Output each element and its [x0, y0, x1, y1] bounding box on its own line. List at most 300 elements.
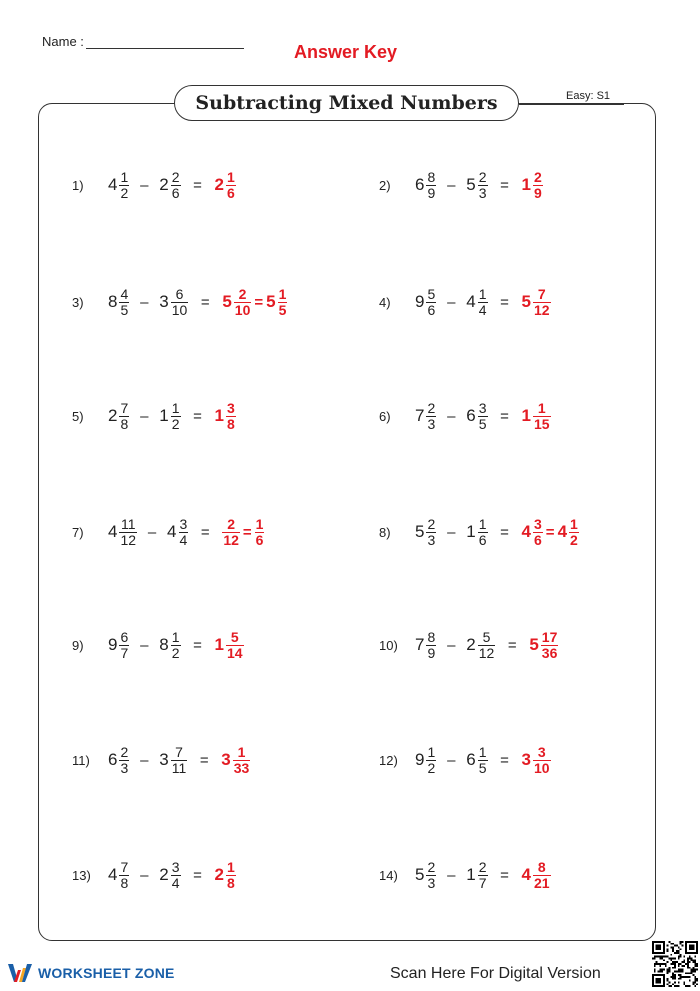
subtrahend	[159, 745, 187, 776]
worksheetzone-logo-icon	[8, 962, 34, 984]
equals-sign: =	[200, 523, 210, 541]
problem-number: 14)	[379, 867, 398, 883]
minus-sign: –	[447, 176, 456, 194]
fraction	[119, 517, 137, 548]
numerator: 3	[171, 858, 180, 875]
whole-number: 2	[159, 175, 169, 194]
fraction	[533, 401, 551, 432]
minuend	[108, 170, 129, 201]
subtrahend	[466, 745, 487, 776]
whole-number: 6	[466, 406, 476, 425]
fraction	[533, 517, 543, 548]
equals-sign: =	[500, 751, 509, 769]
denominator: 8	[120, 874, 129, 891]
subtrahend	[466, 860, 487, 891]
numerator: 5	[427, 285, 436, 302]
numerator: 4	[120, 285, 129, 302]
numerator: 2	[427, 858, 436, 875]
fraction	[569, 517, 579, 548]
equals-sign: =	[500, 523, 509, 541]
answer-value	[266, 287, 287, 318]
numerator: 2	[120, 743, 129, 760]
fraction	[171, 401, 181, 432]
logo-word-zone: ZONE	[134, 965, 175, 981]
fraction	[533, 860, 551, 891]
minuend	[415, 287, 436, 318]
denominator: 3	[427, 531, 436, 548]
problem-number: 3)	[72, 294, 84, 310]
answer-value	[522, 170, 543, 201]
whole-number: 5	[266, 292, 276, 311]
minuend	[108, 630, 129, 661]
fraction	[179, 517, 189, 548]
denominator: 3	[427, 874, 436, 891]
minus-sign: –	[140, 293, 149, 311]
worksheet-title: Subtracting Mixed Numbers	[174, 85, 519, 121]
subtrahend	[159, 401, 180, 432]
fraction	[255, 517, 265, 548]
numerator: 8	[537, 858, 546, 875]
problem-1	[72, 155, 236, 215]
whole-number: 1	[214, 635, 224, 654]
whole-number: 4	[108, 522, 118, 541]
minus-sign: –	[140, 407, 149, 425]
name-input-line	[86, 48, 244, 49]
numerator: 11	[120, 515, 136, 532]
denominator: 12	[478, 644, 495, 661]
fraction	[478, 401, 488, 432]
whole-number: 2	[214, 175, 224, 194]
whole-number: 4	[108, 865, 118, 884]
answer-value	[215, 401, 236, 432]
denominator: 8	[227, 415, 235, 432]
denominator: 5	[478, 759, 487, 776]
fraction	[171, 860, 181, 891]
problem-number: 1)	[72, 177, 84, 193]
whole-number: 5	[222, 292, 232, 311]
problem-number: 4)	[379, 294, 391, 310]
subtrahend	[167, 517, 188, 548]
equals-sign: =	[500, 176, 509, 194]
denominator: 6	[478, 531, 487, 548]
answer-value	[215, 860, 236, 891]
minus-sign: –	[447, 866, 456, 884]
denominator: 6	[171, 184, 180, 201]
fraction	[226, 860, 236, 891]
denominator: 3	[427, 415, 436, 432]
numerator: 2	[227, 515, 235, 532]
denominator: 2	[171, 415, 180, 432]
numerator: 2	[171, 168, 180, 185]
whole-number: 4	[521, 865, 531, 884]
denominator: 9	[427, 184, 436, 201]
fraction	[478, 170, 488, 201]
numerator: 1	[255, 515, 264, 532]
problem-11	[72, 730, 250, 790]
numerator: 1	[478, 285, 487, 302]
fraction	[478, 630, 496, 661]
answer	[522, 517, 579, 548]
whole-number: 1	[466, 865, 476, 884]
minus-sign: –	[147, 523, 157, 541]
denominator: 36	[541, 644, 558, 661]
minuend	[108, 287, 129, 318]
whole-number: 9	[415, 292, 425, 311]
denominator: 14	[227, 644, 243, 661]
problem-10	[379, 615, 558, 675]
numerator: 3	[534, 515, 542, 532]
numerator: 1	[478, 515, 487, 532]
answer-value	[522, 401, 551, 432]
minus-sign: –	[140, 751, 149, 769]
fraction	[426, 517, 436, 548]
whole-number: 5	[521, 292, 531, 311]
fraction	[478, 860, 488, 891]
whole-number: 4	[167, 522, 177, 541]
denominator: 2	[171, 644, 180, 661]
whole-number: 1	[521, 406, 531, 425]
whole-number: 5	[466, 175, 476, 194]
problem-9	[72, 615, 244, 675]
fraction	[233, 745, 251, 776]
whole-number: 2	[159, 865, 169, 884]
name-label: Name :	[42, 34, 84, 49]
answer	[222, 287, 287, 318]
fraction	[426, 860, 436, 891]
denominator: 11	[171, 759, 187, 776]
minus-sign: –	[447, 636, 456, 654]
answer	[215, 401, 236, 432]
denominator: 9	[427, 644, 436, 661]
answer	[222, 517, 264, 548]
answer-value	[529, 630, 558, 661]
numerator: 6	[175, 285, 184, 302]
subtrahend	[159, 630, 180, 661]
whole-number: 3	[221, 750, 231, 769]
problem-number: 12)	[379, 752, 398, 768]
numerator: 2	[238, 285, 247, 302]
whole-number: 5	[415, 522, 425, 541]
denominator: 4	[478, 301, 487, 318]
whole-number: 3	[521, 750, 531, 769]
fraction	[222, 517, 240, 548]
minuend	[415, 401, 436, 432]
fraction	[533, 287, 551, 318]
whole-number: 9	[415, 750, 425, 769]
whole-number: 9	[108, 635, 118, 654]
fraction	[426, 170, 436, 201]
fraction	[171, 287, 189, 318]
problem-number: 8)	[379, 524, 391, 540]
numerator: 5	[482, 628, 491, 645]
numerator: 17	[541, 628, 558, 645]
problem-number: 9)	[72, 637, 84, 653]
answer-value	[222, 517, 240, 548]
whole-number: 4	[521, 522, 531, 541]
denominator: 6	[427, 301, 436, 318]
denominator: 5	[278, 301, 287, 318]
denominator: 4	[171, 874, 180, 891]
problem-number: 7)	[72, 524, 84, 540]
numerator: 2	[427, 399, 436, 416]
numerator: 3	[227, 399, 235, 416]
numerator: 1	[478, 743, 487, 760]
fraction	[226, 630, 244, 661]
fraction	[119, 401, 129, 432]
answer	[529, 630, 558, 661]
numerator: 1	[537, 399, 546, 416]
minus-sign: –	[447, 407, 456, 425]
fraction	[119, 287, 129, 318]
problem-12	[379, 730, 551, 790]
fraction	[426, 745, 436, 776]
problem-8	[379, 502, 579, 562]
whole-number: 8	[159, 635, 169, 654]
denominator: 3	[478, 184, 487, 201]
denominator: 3	[120, 759, 129, 776]
numerator: 1	[427, 743, 436, 760]
problem-6	[379, 386, 551, 446]
problem-4	[379, 272, 551, 332]
answer-value	[255, 517, 265, 548]
denominator: 12	[534, 301, 550, 318]
denominator: 7	[120, 644, 129, 661]
problem-3	[72, 272, 287, 332]
whole-number: 4	[108, 175, 118, 194]
minus-sign: –	[447, 523, 456, 541]
problem-5	[72, 386, 236, 446]
fraction	[171, 745, 188, 776]
denominator: 10	[234, 301, 251, 318]
answer	[522, 170, 543, 201]
problem-number: 13)	[72, 867, 91, 883]
denominator: 10	[171, 301, 188, 318]
minus-sign: –	[140, 176, 149, 194]
fraction	[478, 517, 488, 548]
problem-number: 2)	[379, 177, 391, 193]
fraction	[119, 745, 129, 776]
minuend	[415, 860, 436, 891]
denominator: 6	[255, 531, 264, 548]
answer-value	[522, 745, 551, 776]
equals-sign: =	[507, 636, 517, 654]
numerator: 3	[478, 399, 487, 416]
fraction	[426, 630, 436, 661]
minus-sign: –	[447, 751, 456, 769]
denominator: 5	[478, 415, 487, 432]
answer	[522, 401, 551, 432]
worksheetzone-logo[interactable]	[8, 962, 175, 984]
answer-equals: =	[545, 523, 555, 541]
subtrahend	[466, 517, 487, 548]
numerator: 2	[427, 515, 436, 532]
whole-number: 4	[466, 292, 476, 311]
minuend	[108, 745, 129, 776]
whole-number: 1	[521, 175, 531, 194]
numerator: 7	[120, 399, 129, 416]
fraction	[278, 287, 288, 318]
answer	[522, 745, 551, 776]
denominator: 5	[120, 301, 129, 318]
fraction	[533, 745, 551, 776]
denominator: 6	[534, 531, 542, 548]
problem-number: 11)	[72, 752, 90, 768]
fraction	[541, 630, 559, 661]
answer	[215, 170, 236, 201]
denominator: 33	[233, 759, 250, 776]
whole-number: 7	[415, 406, 425, 425]
whole-number: 1	[159, 406, 169, 425]
minus-sign: –	[140, 866, 149, 884]
denominator: 8	[120, 415, 129, 432]
denominator: 2	[427, 759, 436, 776]
numerator: 1	[237, 743, 246, 760]
numerator: 7	[120, 858, 129, 875]
answer	[522, 287, 551, 318]
subtrahend	[159, 860, 180, 891]
answer	[522, 860, 551, 891]
whole-number: 6	[415, 175, 425, 194]
problem-14	[379, 845, 551, 905]
denominator: 12	[223, 531, 239, 548]
numerator: 1	[227, 858, 235, 875]
subtrahend	[466, 170, 487, 201]
equals-sign: =	[500, 866, 509, 884]
minuend	[415, 517, 436, 548]
denominator: 6	[227, 184, 235, 201]
answer-key-heading: Answer Key	[294, 42, 398, 62]
qr-code-icon[interactable]	[652, 941, 698, 987]
problem-number: 5)	[72, 408, 84, 424]
problem-7	[72, 502, 264, 562]
numerator: 1	[171, 399, 180, 416]
problem-number: 6)	[379, 408, 391, 424]
numerator: 7	[175, 743, 183, 760]
fraction	[478, 745, 488, 776]
denominator: 15	[534, 415, 550, 432]
numerator: 1	[278, 285, 287, 302]
subtrahend	[466, 401, 487, 432]
whole-number: 2	[214, 865, 224, 884]
minuend	[415, 170, 436, 201]
fraction	[226, 401, 236, 432]
numerator: 1	[570, 515, 578, 532]
answer-value	[522, 287, 551, 318]
denominator: 10	[534, 759, 550, 776]
minuend	[415, 630, 436, 661]
fraction	[234, 287, 252, 318]
numerator: 1	[227, 168, 235, 185]
answer-value	[522, 517, 543, 548]
answer-value	[522, 860, 551, 891]
equals-sign: =	[500, 293, 509, 311]
equals-sign: =	[193, 636, 202, 654]
answer-value	[215, 170, 236, 201]
numerator: 6	[120, 628, 129, 645]
fraction	[171, 170, 181, 201]
numerator: 7	[537, 285, 546, 302]
answer-value	[558, 517, 579, 548]
equals-sign: =	[193, 407, 202, 425]
numerator: 5	[230, 628, 239, 645]
equals-sign: =	[193, 866, 202, 884]
numerator: 2	[478, 858, 487, 875]
logo-word-worksheet: WORKSHEET	[38, 965, 131, 981]
whole-number: 6	[466, 750, 476, 769]
problem-13	[72, 845, 236, 905]
numerator: 1	[171, 628, 180, 645]
answer-value	[221, 745, 250, 776]
answer-value	[222, 287, 251, 318]
numerator: 3	[179, 515, 188, 532]
whole-number: 6	[108, 750, 118, 769]
whole-number: 2	[108, 406, 118, 425]
whole-number: 2	[466, 635, 476, 654]
denominator: 8	[227, 874, 235, 891]
subtrahend	[466, 287, 487, 318]
fraction	[119, 630, 129, 661]
minus-sign: –	[140, 636, 149, 654]
whole-number: 1	[466, 522, 476, 541]
minuend	[108, 517, 137, 548]
whole-number: 1	[214, 406, 224, 425]
fraction	[426, 287, 436, 318]
fraction	[426, 401, 436, 432]
equals-sign: =	[193, 176, 202, 194]
numerator: 2	[478, 168, 487, 185]
fraction	[533, 170, 543, 201]
whole-number: 3	[159, 750, 169, 769]
level-label: Easy: S1	[566, 90, 611, 102]
answer-equals: =	[254, 293, 264, 311]
whole-number: 3	[159, 292, 169, 311]
numerator: 8	[427, 628, 436, 645]
whole-number: 7	[415, 635, 425, 654]
denominator: 9	[534, 184, 542, 201]
answer-value	[215, 630, 244, 661]
fraction	[226, 170, 236, 201]
whole-number: 4	[557, 522, 568, 541]
denominator: 7	[478, 874, 487, 891]
subtrahend	[466, 630, 495, 661]
fraction	[171, 630, 181, 661]
answer-equals: =	[242, 523, 252, 541]
whole-number: 5	[529, 635, 539, 654]
problem-2	[379, 155, 543, 215]
whole-number: 5	[415, 865, 425, 884]
answer	[215, 860, 236, 891]
fraction	[119, 860, 129, 891]
equals-sign: =	[199, 751, 209, 769]
subtrahend	[159, 170, 180, 201]
subtrahend	[159, 287, 188, 318]
equals-sign: =	[200, 293, 210, 311]
denominator: 4	[179, 531, 188, 548]
numerator: 3	[537, 743, 546, 760]
answer	[221, 745, 250, 776]
problem-number: 10)	[379, 637, 398, 653]
denominator: 21	[534, 874, 550, 891]
minuend	[108, 401, 129, 432]
logo-text	[38, 965, 175, 981]
minuend	[108, 860, 129, 891]
fraction	[478, 287, 488, 318]
denominator: 2	[120, 184, 129, 201]
numerator: 1	[120, 168, 129, 185]
numerator: 2	[534, 168, 542, 185]
denominator: 2	[570, 531, 578, 548]
equals-sign: =	[500, 407, 509, 425]
